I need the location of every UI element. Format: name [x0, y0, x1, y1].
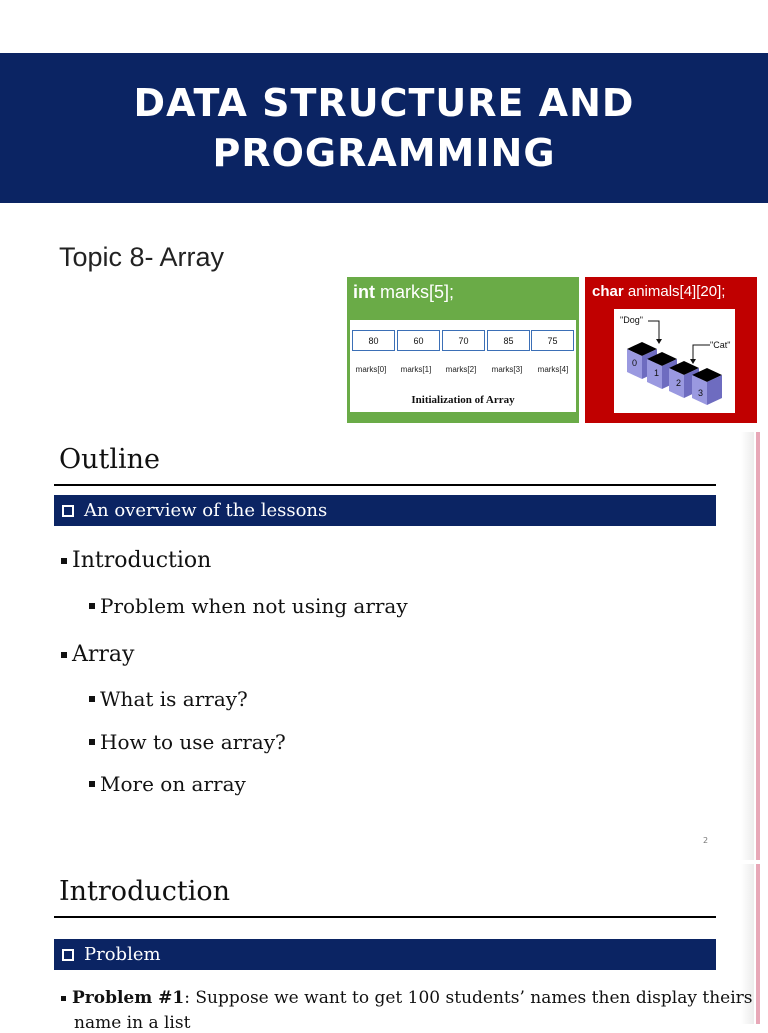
int-declaration-text: marks[5]; [375, 282, 455, 302]
array-index-label: marks[3] [491, 365, 523, 374]
outline-item-text: How to use array? [100, 730, 286, 754]
outline-item [89, 772, 246, 796]
cube [692, 368, 722, 405]
bullet-icon [89, 739, 95, 745]
dog-arrow [648, 321, 659, 341]
slide-edge-shadow [741, 432, 754, 860]
array-caption: Initialization of Array [411, 394, 515, 406]
array-index-label: marks[0] [355, 365, 387, 374]
checkbox-icon [62, 505, 74, 517]
problem-bar-label: Problem [84, 944, 161, 965]
topic-heading: Topic 8- Array [59, 242, 225, 272]
bullet-icon [61, 652, 67, 658]
cat-arrow [693, 345, 710, 361]
array-cell: 70 [442, 330, 485, 351]
array-index-label: marks[4] [537, 365, 569, 374]
bullet-icon [89, 696, 95, 702]
outline-item-text: Array [72, 642, 135, 667]
array-cell: 75 [531, 330, 574, 351]
checkbox-icon [62, 949, 74, 961]
bullet-icon [89, 603, 95, 609]
bullet-icon [89, 781, 95, 787]
array-index-label: marks[1] [400, 365, 432, 374]
outline-item-text: More on array [100, 772, 246, 796]
array-index-label: marks[2] [445, 365, 477, 374]
bullet-icon [61, 996, 66, 1001]
bullet-icon [61, 558, 67, 564]
outline-item-text: Introduction [72, 548, 212, 573]
page-number: 2 [703, 836, 709, 845]
problem-text: : Suppose we want to get 100 students’ names then display theirs [184, 988, 753, 1008]
char-declaration [592, 283, 725, 300]
char-declaration-text: animals[4][20]; [623, 283, 726, 300]
outline-rule [54, 484, 716, 486]
outline-item [89, 730, 286, 754]
array-cell: 60 [397, 330, 440, 351]
slide-edge-stripe [756, 864, 760, 1024]
outline-item [61, 548, 211, 573]
slide-edge-stripe [756, 432, 760, 860]
outline-item-text: Problem when not using array [100, 594, 408, 618]
cube-index-label: 2 [676, 378, 682, 388]
outline-bar-label: An overview of the lessons [84, 500, 328, 521]
cube-index-label: 3 [698, 388, 704, 398]
cube-index-label: 0 [632, 358, 638, 368]
problem-label: Problem #1 [72, 988, 185, 1008]
title-banner [0, 53, 768, 203]
int-keyword: int [353, 282, 375, 302]
introduction-title: Introduction [59, 876, 230, 907]
title-line-1: DATA STRUCTURE AND [133, 81, 635, 125]
array-cell: 85 [487, 330, 530, 351]
introduction-rule [54, 916, 716, 918]
cat-label: "Cat" [710, 340, 731, 350]
problem-bar [54, 939, 716, 970]
outline-item [61, 642, 134, 667]
cube-index-label: 1 [654, 368, 660, 378]
title-line-2: PROGRAMMING [212, 131, 556, 175]
problem-statement-continued: name in a list [74, 1013, 191, 1033]
outline-item [89, 594, 408, 618]
outline-title: Outline [59, 444, 161, 475]
char-keyword: char [592, 283, 624, 300]
array-cell: 80 [352, 330, 395, 351]
dog-label: "Dog" [620, 315, 643, 325]
problem-statement [61, 988, 753, 1008]
int-declaration [353, 282, 454, 303]
outline-item-text: What is array? [100, 687, 248, 711]
cube-array-diagram [614, 309, 735, 413]
outline-item [89, 687, 248, 711]
outline-bar [54, 495, 716, 526]
